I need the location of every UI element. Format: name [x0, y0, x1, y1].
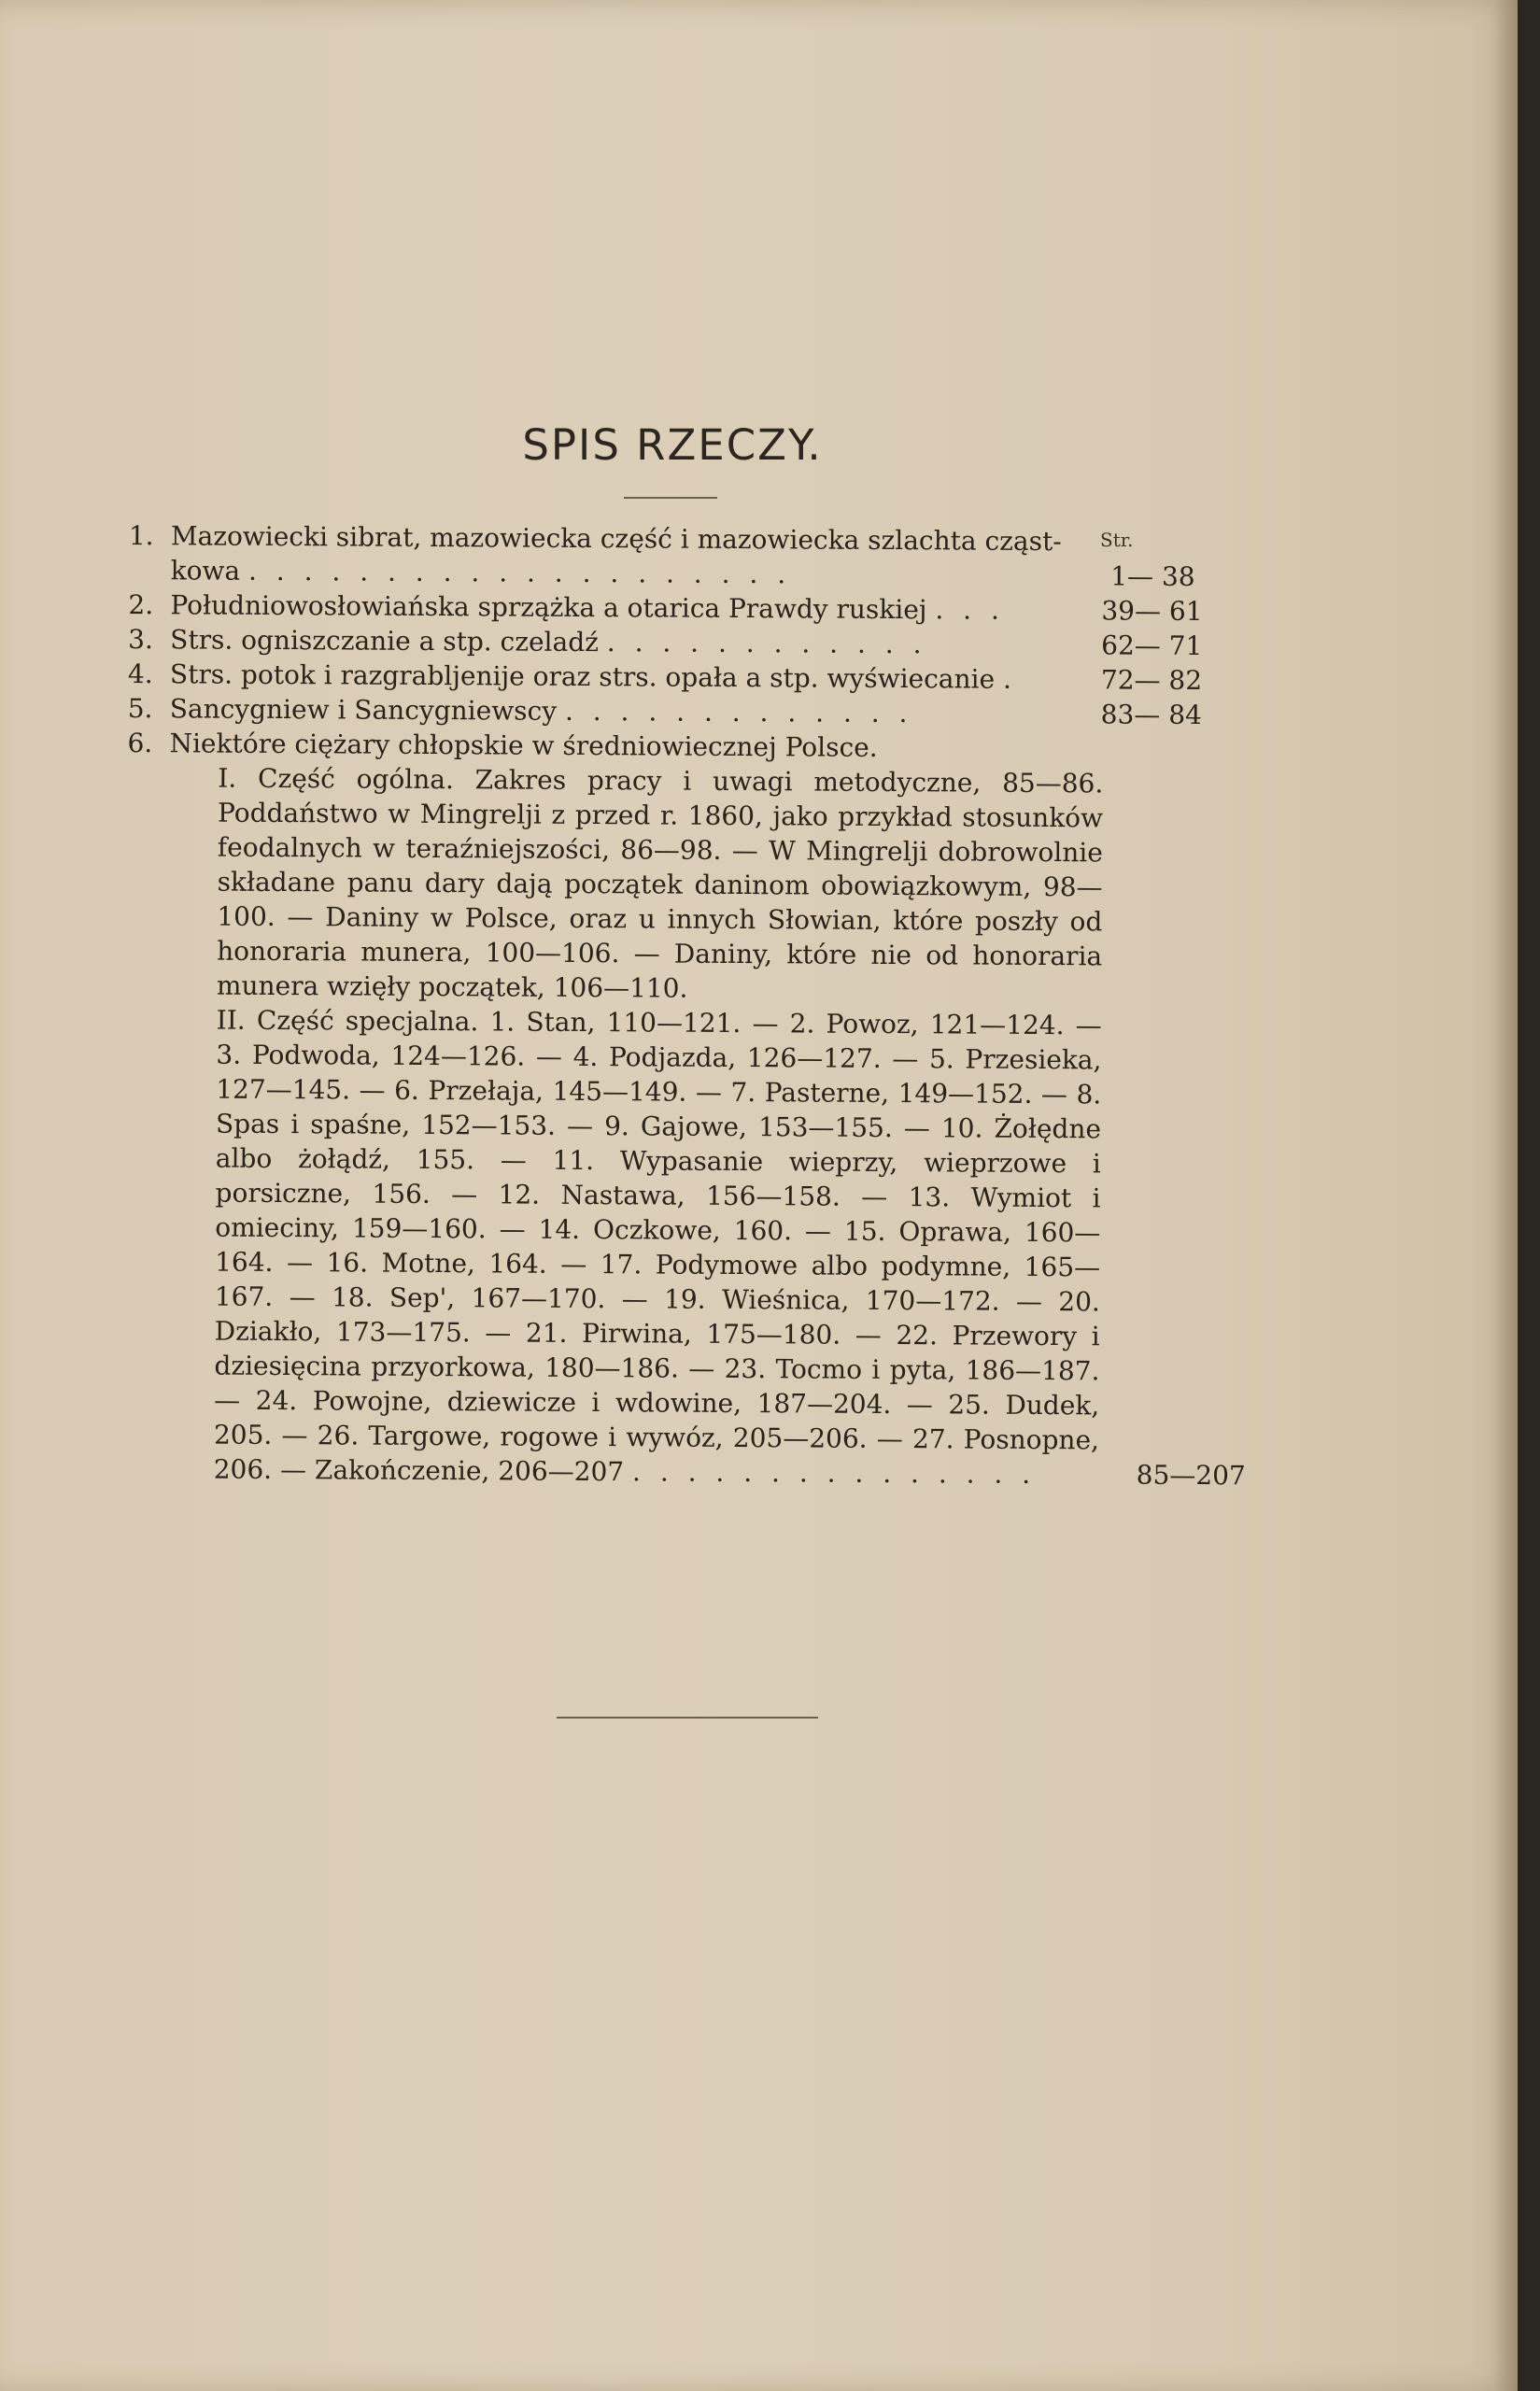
end-divider — [557, 1717, 818, 1719]
toc-part-special-pages: 85—207 — [1136, 1459, 1246, 1492]
toc-entry-pages: 62— 71 — [1101, 630, 1203, 662]
toc-entry-number: 4. — [127, 658, 153, 690]
toc-entry-text: Mazowiecki sibrat, mazowiecka część i mazowiecka szlachta cząst-kowa . . . . . . . . . . . . . . . . . . . . — [170, 520, 1062, 590]
toc-part-special-text: II. Część specjalna. 1. Stan, 110—121. — 2. Powoz, 121—124. — 3. Podwoda, 124—126. — 4. Podjazda, 126—127. — 5. Przesieka, 127—145. — 6. Przełaja, 145—149. — 7. Pasterne, 149—152. — 8. Spas i spaśne, 152—153. — 9. Gajowe, 153—155. — 10. Żołędne albo żołądź, 155. — 11. Wypasanie wieprzy, wieprzowe i porsiczne, 156. — 12. Nastawa, 156—158. — 13. Wymiot i omieciny, 159—160. — 14. Oczkowe, 160. — 15. Oprawa, 160—164. — 16. Motne, 164. — 17. Podymowe albo podymne, 165—167. — 18. Sep', 167—170. — 19. Wieśnica, 170—172. — 20. Dziakło, 173—175. — 21. Pirwina, 175—180. — 22. Przewory i dziesięcina przyorkowa, 180—186. — 23. Tocmo i pyta, 186—187. — 24. Powojne, dziewicze i wdowine, 187—204. — 25. Dudek, 205. — 26. Targowe, rogowe i wywóz, 205—206. — 27. Posnopne, 206. — Zakończenie, 206—207 . . . . . . . . . . . . . . . — [213, 1004, 1102, 1490]
toc-part-general — [126, 760, 1104, 1008]
toc-entry-number: 5. — [127, 692, 153, 725]
toc-entry-pages: 1— 38 — [1110, 560, 1195, 592]
toc-entry-pages: 39— 61 — [1101, 595, 1203, 628]
toc-entry-number: 2. — [128, 588, 154, 621]
toc-entry-pages: 83— 84 — [1100, 699, 1203, 731]
toc-entry-text: Strs. ogniszczanie a stp. czeladź . . . . . . . . . . . . — [170, 624, 927, 660]
toc-part-special-entry — [123, 1002, 1246, 1493]
page-title: SPIS RZECZY. — [522, 420, 823, 470]
toc-entry-number: 1. — [128, 519, 154, 552]
toc-part-special — [123, 1002, 1102, 1492]
toc-entry-pages: 72— 82 — [1100, 664, 1203, 697]
page-edge-shadow — [1494, 0, 1518, 2391]
toc-entry-text: Południowosłowiańska sprzążka a otarica Prawdy ruskiej . . . — [170, 589, 1006, 626]
toc-entry-number: 6. — [127, 727, 153, 759]
toc-part-general-text: I. Część ogólna. Zakres pracy i uwagi metodyczne, 85—86. Poddaństwo w Mingrelji z przed r. 1860, jako przykład stosunków feodalnych w teraźniejszości, 86—98. — W Mingrelji dobrowolnie składane panu dary dają początek daninom obowiązkowym, 98—100. — Daniny w Polsce, oraz u innych Słowian, które poszły od honoraria munera, 100—106. — Daniny, które nie od honoraria munera wzięły początek, 106—110. — [216, 762, 1104, 1004]
pages-column-label: Str. — [1100, 529, 1134, 551]
table-of-contents — [123, 518, 1246, 1493]
toc-entry — [127, 726, 1210, 767]
toc-entry-text: Sancygniew i Sancygniewscy . . . . . . . . . . . . . — [169, 693, 913, 729]
toc-entry-number: 3. — [128, 623, 154, 656]
toc-entry — [129, 518, 1212, 594]
toc-entry-text: Strs. potok i razgrabljenije oraz strs. opała a stp. wyświecanie . — [169, 658, 1018, 695]
toc-entry-text: Niektóre ciężary chłopskie w średniowiecznej Polsce. — [169, 728, 878, 763]
title-divider — [624, 497, 717, 499]
